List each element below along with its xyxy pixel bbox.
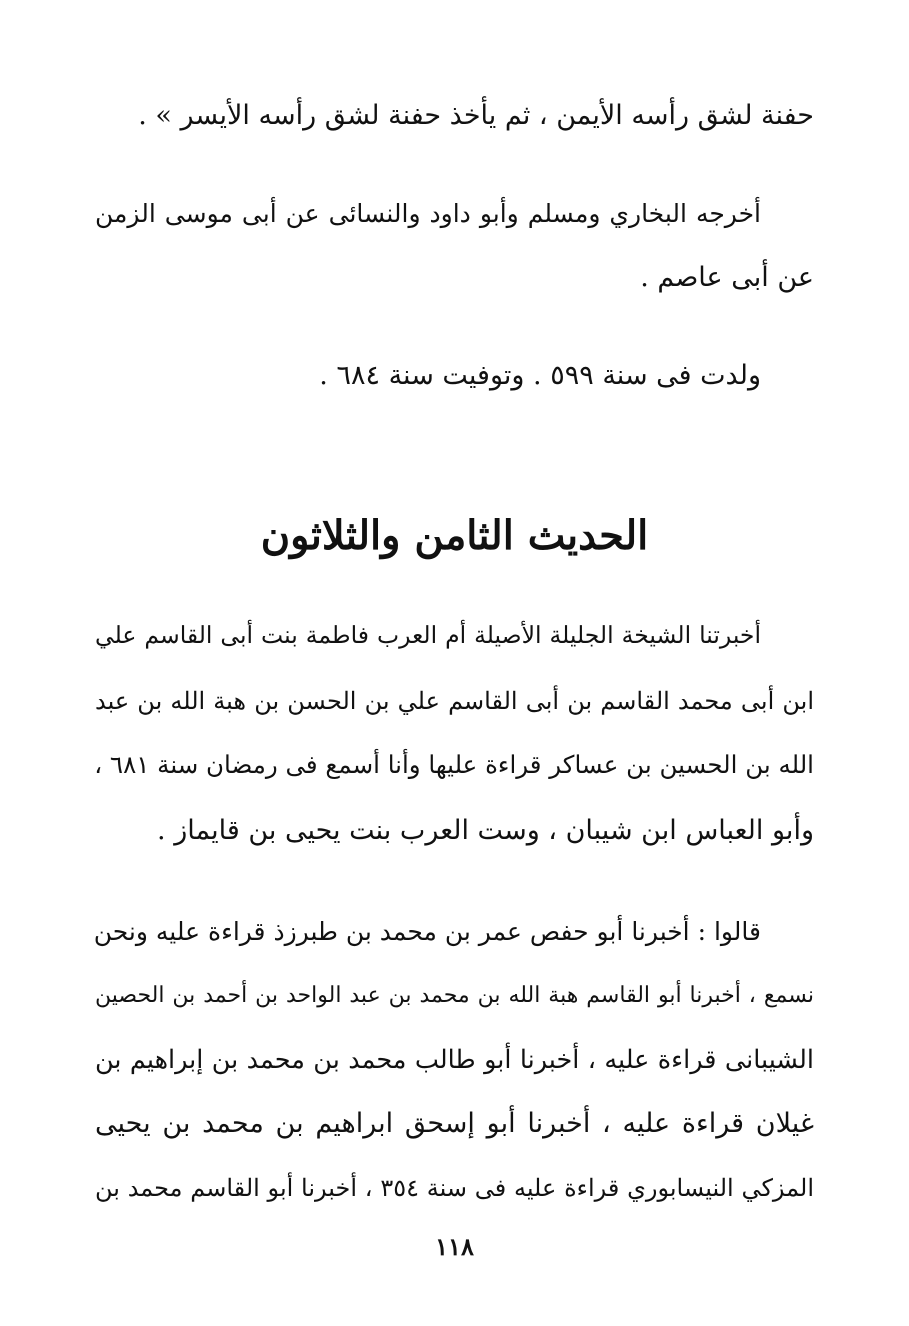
paragraph1-line-4: وأبو العباس ابن شيبان ، وست العرب بنت يحيى بن قايماز . [157, 815, 814, 846]
paragraph2-line-1: قالوا : أخبرنا أبو حفص عمر بن محمد بن طبرزذ قراءة عليه ونحن [93, 917, 761, 946]
intro-line-3: عن أبى عاصم . [640, 262, 814, 293]
paragraph1-line-2: ابن أبى محمد القاسم بن أبى القاسم علي بن الحسن بن هبة الله بن عبد [95, 687, 814, 715]
paragraph2-line-5: المزكي النيسابوري قراءة عليه فى سنة ٣٥٤ ، أخبرنا أبو القاسم محمد بن [95, 1174, 815, 1202]
paragraph1-line-3: الله بن الحسين بن عساكر قراءة عليها وأنا أسمع فى رمضان سنة ٦٨١ ، [94, 750, 814, 779]
hadith-heading: الحديث الثامن والثلاثون [260, 512, 649, 559]
intro-line-2: أخرجه البخاري ومسلم وأبو داود والنسائى عن أبى موسى الزمن [95, 199, 761, 228]
paragraph1-line-1: أخبرتنا الشيخة الجليلة الأصيلة أم العرب فاطمة بنت أبى القاسم علي [95, 621, 761, 649]
page-number: ١١٨ [435, 1232, 474, 1261]
intro-line-4: ولدت فى سنة ٥٩٩ . وتوفيت سنة ٦٨٤ . [319, 360, 761, 391]
intro-line-1: حفنة لشق رأسه الأيمن ، ثم يأخذ حفنة لشق رأسه الأيسر » . [138, 100, 814, 131]
paragraph2-line-2: نسمع ، أخبرنا أبو القاسم هبة الله بن محمد بن عبد الواحد بن أحمد بن الحصين [95, 983, 814, 1008]
paragraph2-line-4: غيلان قراءة عليه ، أخبرنا أبو إسحق ابراهيم بن محمد بن يحيى [95, 1108, 814, 1139]
paragraph2-line-3: الشيبانى قراءة عليه ، أخبرنا أبو طالب محمد بن محمد بن إبراهيم بن [95, 1045, 814, 1075]
